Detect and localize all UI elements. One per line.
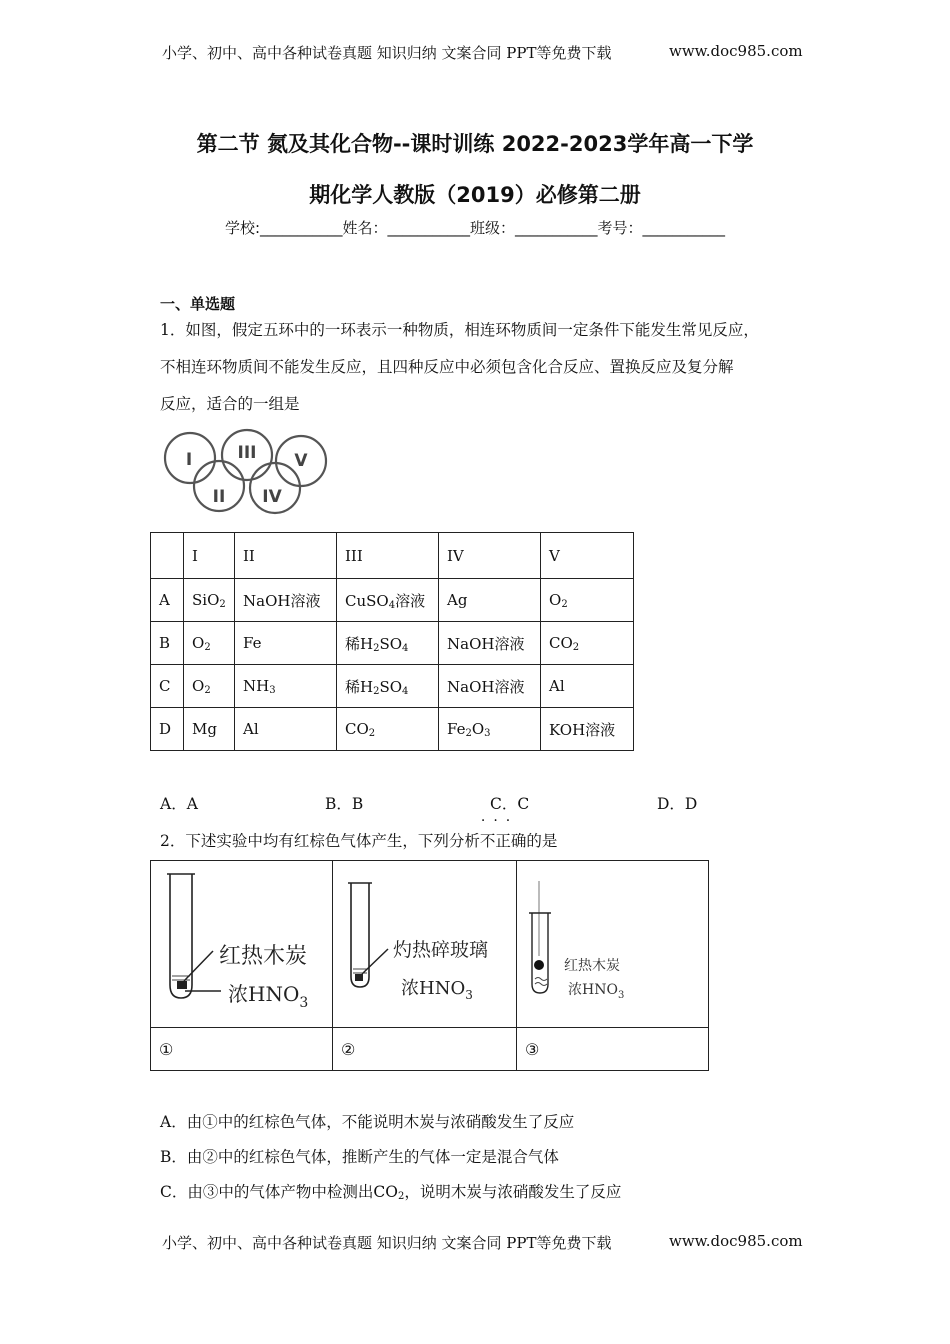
footer-site: www.doc985.com xyxy=(669,1232,803,1250)
header-site: www.doc985.com xyxy=(669,42,803,60)
ring-label-5: V xyxy=(294,451,308,471)
q2-experiment-table xyxy=(150,860,709,1071)
svg-text:红热木炭: 红热木炭 xyxy=(564,958,620,974)
student-info: 学校:___________姓名：___________班级：___________考号：___________ xyxy=(224,219,726,237)
svg-text:浓HNO3: 浓$HNO_3$ xyxy=(401,978,473,1002)
experiment-figure-3 xyxy=(517,861,709,1028)
q1-options-table xyxy=(150,532,634,751)
ring-label-3: III xyxy=(237,443,257,463)
figure-number-1: ① xyxy=(151,1028,333,1071)
q1-stem-line1: 1．如图，假定五环中的一环表示一种物质，相连环物质间一定条件下能发生常见反应， xyxy=(160,321,759,339)
q2-emphasis: ··· 不正确 xyxy=(479,813,527,850)
q1-option-a[interactable]: A．A xyxy=(160,795,198,813)
q2-option-c[interactable]: C．由③中的气体产物中检测出$CO_2$，说明木炭与浓硝酸发生了反应 xyxy=(160,1183,622,1202)
q1-stem-line3: 反应，适合的一组是 xyxy=(160,395,300,413)
ring-label-1: I xyxy=(185,450,193,470)
header-text: 小学、初中、高中各种试卷真题 知识归纳 文案合同 PPT等免费下载 xyxy=(162,44,612,62)
q1-option-b[interactable]: B．B xyxy=(325,795,364,813)
svg-text:浓HNO3: 浓$HNO_3$ xyxy=(568,982,625,1001)
section-heading: 一、单选题 xyxy=(160,295,236,313)
table-row: B $O_2$ Fe 稀$H_2SO_4$ NaOH溶液 $CO_2$ xyxy=(151,622,634,665)
test-tube-1-icon xyxy=(151,861,332,1027)
page-title-line2: 期化学人教版（2019）必修第二册 xyxy=(309,183,641,207)
svg-text:红热木炭: 红热木炭 xyxy=(219,944,308,969)
ring-label-2: II xyxy=(212,487,226,507)
q1-option-c[interactable]: C．C xyxy=(490,795,530,813)
experiment-figure-2 xyxy=(333,861,517,1028)
footer-text: 小学、初中、高中各种试卷真题 知识归纳 文案合同 PPT等免费下载 xyxy=(162,1234,612,1252)
table-row: C $O_2$ $NH_3$ 稀$H_2SO_4$ NaOH溶液 Al xyxy=(151,665,634,708)
test-tube-2-icon xyxy=(333,861,516,1027)
experiment-figure-1 xyxy=(151,861,333,1028)
ring-label-4: IV xyxy=(262,487,282,507)
figure-number-3: ③ xyxy=(517,1028,709,1071)
page-title-line1: 第二节 氮及其化合物--课时训练 2022-2023学年高一下学 xyxy=(196,132,754,156)
test-tube-3-icon xyxy=(517,861,708,1027)
table-row: A SiO$_2$ NaOH溶液 CuSO$_4$溶液 Ag $O_2$ xyxy=(151,579,634,622)
svg-text:浓HNO3: 浓$HNO_3$ xyxy=(228,982,309,1011)
emphasis-dots: ··· xyxy=(480,813,519,829)
table-header-row: I II III IV V xyxy=(151,533,634,579)
figure-number-2: ② xyxy=(333,1028,517,1071)
q2-option-a[interactable]: A．由①中的红棕色气体，不能说明木炭与浓硝酸发生了反应 xyxy=(160,1113,575,1131)
q1-option-d[interactable]: D．D xyxy=(657,795,698,813)
table-row: D Mg Al $CO_2$ $Fe_2O_3$ KOH溶液 xyxy=(151,708,634,751)
q2-stem: 2．下述实验中均有红棕色气体产生，下列分析 ··· 不正确的是 xyxy=(160,813,558,850)
svg-text:灼热碎玻璃: 灼热碎玻璃 xyxy=(393,939,489,961)
q2-option-b[interactable]: B．由②中的红棕色气体，推断产生的气体一定是混合气体 xyxy=(160,1148,559,1166)
q1-stem-line2: 不相连环物质间不能发生反应，且四种反应中必须包含化合反应、置换反应及复分解 xyxy=(160,358,734,376)
five-rings-figure xyxy=(160,425,335,520)
